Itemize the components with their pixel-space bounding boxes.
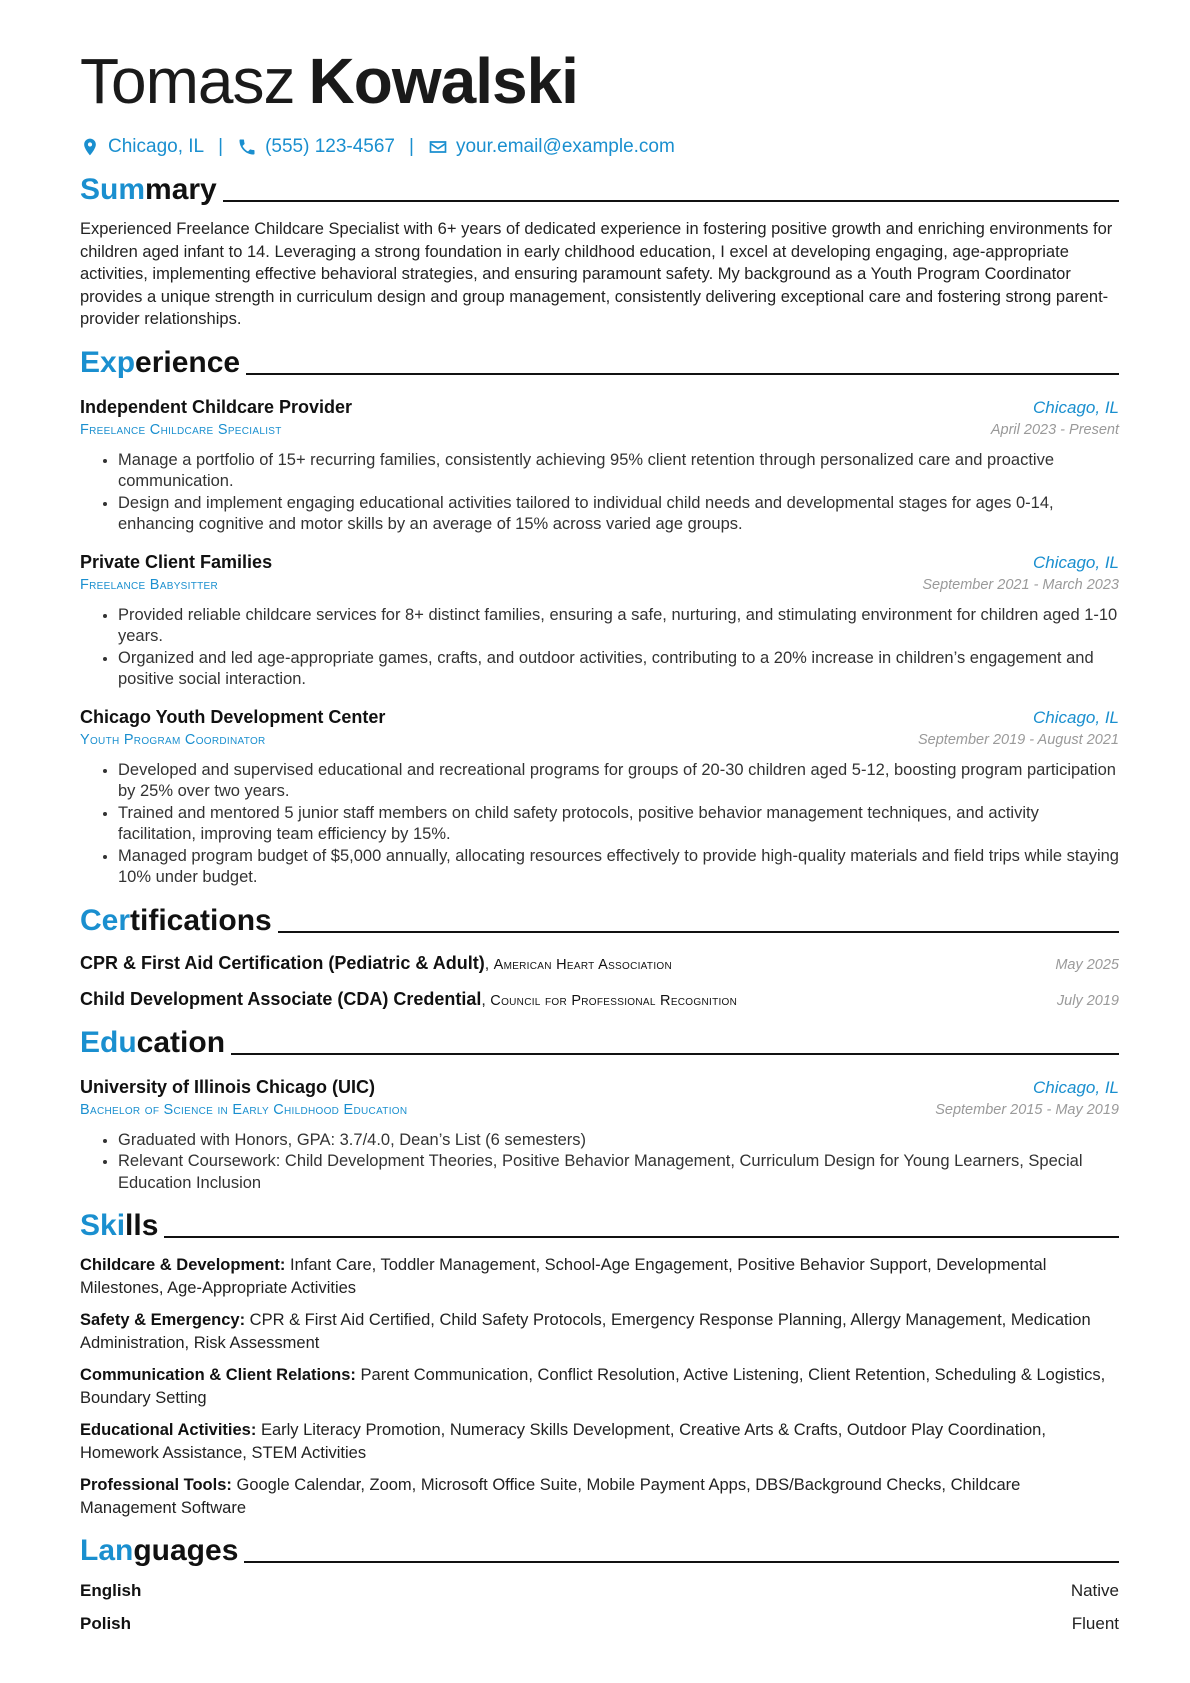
skills-section-heading: Skills <box>80 1206 1119 1244</box>
bullet-list <box>80 1130 1119 1195</box>
languages-section-heading: Languages <box>80 1531 1119 1569</box>
entry-date: September 2019 - August 2021 <box>918 731 1119 748</box>
experience-section-heading: Experience <box>80 343 1119 381</box>
bullet-list <box>80 760 1119 889</box>
first-name: Tomasz <box>80 45 295 117</box>
bullet-item: • Managed program budget of $5,000 annually, allocating resources effectively to provide high-quality materials and field trips while staying 10% under budget. <box>118 846 1119 889</box>
job-title: Freelance Childcare Specialist <box>80 421 282 438</box>
certification-date: July 2019 <box>1056 992 1119 1009</box>
bullet-list <box>80 450 1119 536</box>
entry-date: September 2015 - May 2019 <box>935 1101 1119 1118</box>
skill-list: Parent Communication, Conflict Resolution, Active Listening, Client Retention, Scheduling & Logistics, Boundary Setting <box>80 1366 1106 1407</box>
employer: Private Client Families <box>80 551 273 572</box>
experience-entry <box>80 705 1119 889</box>
envelope-icon <box>428 137 448 157</box>
section-rule <box>164 1236 1119 1238</box>
skill-group <box>80 1419 1119 1464</box>
resume-page <box>80 0 1119 1635</box>
bullet-item: • Manage a portfolio of 15+ recurring families, consistently achieving 95% client retention through personalized care and proactive communication. <box>118 450 1119 493</box>
certification-title: CPR & First Aid Certification (Pediatric & Adult) <box>80 952 485 973</box>
map-marker-icon <box>80 137 100 157</box>
employer: Independent Childcare Provider <box>80 396 353 417</box>
skill-list: Infant Care, Toddler Management, School-Age Engagement, Positive Behavior Support, Developmental Milestones, Age-Appropriate Activities <box>80 1256 1047 1297</box>
language-row <box>80 1580 1119 1602</box>
skill-list: CPR & First Aid Certified, Child Safety Protocols, Emergency Response Planning, Allergy Management, Medication Administration, Risk Assessment <box>80 1311 1091 1352</box>
degree: Bachelor of Science in Early Childhood Education <box>80 1101 408 1118</box>
certification-date: May 2025 <box>1055 956 1119 973</box>
candidate-name <box>80 44 1119 118</box>
bullet-item: • Organized and led age-appropriate games, crafts, and outdoor activities, contributing to a 20% increase in children’s engagement and positive social interaction. <box>118 648 1119 691</box>
bullet-item: • Design and implement engaging educational activities tailored to individual child needs and developmental stages for ages 0-14, enhancing cognitive and motor skills by an average of 15% across varied age groups. <box>118 493 1119 536</box>
bullet-item: • Trained and mentored 5 junior staff members on child safety protocols, positive behavior management techniques, and activity facilitation, improving team efficiency by 15%. <box>118 803 1119 846</box>
section-rule <box>278 931 1119 933</box>
section-rule <box>223 200 1119 202</box>
certification-issuer: American Heart Association <box>493 956 672 973</box>
school: University of Illinois Chicago (UIC) <box>80 1076 376 1097</box>
skill-label: Safety & Emergency: <box>80 1311 246 1329</box>
contact-separator: | <box>218 136 224 157</box>
skill-label: Educational Activities: <box>80 1421 257 1439</box>
bullet-item: • Relevant Coursework: Child Development Theories, Positive Behavior Management, Curriculum Design for Young Learners, Special Education Inclusion <box>118 1151 1119 1194</box>
certifications-section-heading: Certifications <box>80 901 1119 939</box>
entry-location: Chicago, IL <box>1033 707 1119 727</box>
entry-date: April 2023 - Present <box>990 421 1119 438</box>
summary-text: Experienced Freelance Childcare Specialist with 6+ years of dedicated experience in fostering positive growth and enriching environments for children aged infant to 14. Leveraging a strong foundation in early childhood education, I excel at developing engaging, age-appropriate activities, implementing effective behavioral strategies, and ensuring paramount safety. My background as a Youth Program Coordinator provides a unique strength in curriculum design and group management, consistently delivering exceptional care and fostering strong parent-provider relationships. <box>80 220 1113 328</box>
skill-label: Communication & Client Relations: <box>80 1366 356 1384</box>
bullet-list <box>80 605 1119 691</box>
entry-location: Chicago, IL <box>1033 397 1119 417</box>
experience-entry <box>80 550 1119 691</box>
language-level: Native <box>1070 1581 1119 1600</box>
skill-group <box>80 1364 1119 1409</box>
skill-group <box>80 1254 1119 1299</box>
entry-date: September 2021 - March 2023 <box>922 576 1119 593</box>
contact-phone: (555) 123-4567 <box>265 136 395 157</box>
certification-title: Child Development Associate (CDA) Credential <box>80 988 482 1009</box>
phone-icon <box>237 137 257 157</box>
contact-separator: | <box>409 136 414 157</box>
skill-label: Professional Tools: <box>80 1476 232 1494</box>
entry-location: Chicago, IL <box>1033 1077 1119 1097</box>
skill-list: Early Literacy Promotion, Numeracy Skills Development, Creative Arts & Crafts, Outdoor Play Coordination, Homework Assistance, STEM Activities <box>80 1421 1046 1462</box>
experience-entry <box>80 395 1119 536</box>
section-rule <box>244 1561 1119 1563</box>
contact-email[interactable]: your.email@example.com <box>455 136 675 157</box>
entry-location: Chicago, IL <box>1033 552 1119 572</box>
job-title: Freelance Babysitter <box>80 576 219 593</box>
skill-group <box>80 1309 1119 1354</box>
job-title: Youth Program Coordinator <box>80 731 266 748</box>
section-rule <box>246 373 1119 375</box>
language-level: Fluent <box>1071 1614 1119 1633</box>
education-section-heading: Education <box>80 1023 1119 1061</box>
employer: Chicago Youth Development Center <box>80 706 386 727</box>
summary-section-heading: Summary <box>80 170 1119 208</box>
bullet-item: • Developed and supervised educational and recreational programs for groups of 20-30 children aged 5-12, boosting program participation by 25% over two years. <box>118 760 1119 803</box>
bullet-item: • Graduated with Honors, GPA: 3.7/4.0, Dean’s List (6 semesters) <box>118 1130 1119 1152</box>
contact-bar <box>80 132 1119 162</box>
language-row <box>80 1613 1119 1635</box>
certification-item: CPR & First Aid Certification (Pediatric & Adult), American Heart Association May 2025 <box>80 952 1119 973</box>
certification-issuer: Council for Professional Recognition <box>490 992 738 1009</box>
section-rule <box>231 1053 1119 1055</box>
skill-group <box>80 1474 1119 1519</box>
contact-location: Chicago, IL <box>108 136 205 157</box>
language-name: Polish <box>80 1614 132 1633</box>
education-entry <box>80 1075 1119 1195</box>
language-name: English <box>80 1581 142 1600</box>
skill-label: Childcare & Development: <box>80 1256 286 1274</box>
certification-item: Child Development Associate (CDA) Credential, Council for Professional Recognition July 2019 <box>80 988 1119 1009</box>
bullet-item: • Provided reliable childcare services for 8+ distinct families, ensuring a safe, nurturing, and stimulating environment for children aged 1-10 years. <box>118 605 1119 648</box>
last-name: Kowalski <box>308 45 578 117</box>
skill-list: Google Calendar, Zoom, Microsoft Office Suite, Mobile Payment Apps, DBS/Background Checks, Childcare Management Software <box>80 1476 1021 1517</box>
